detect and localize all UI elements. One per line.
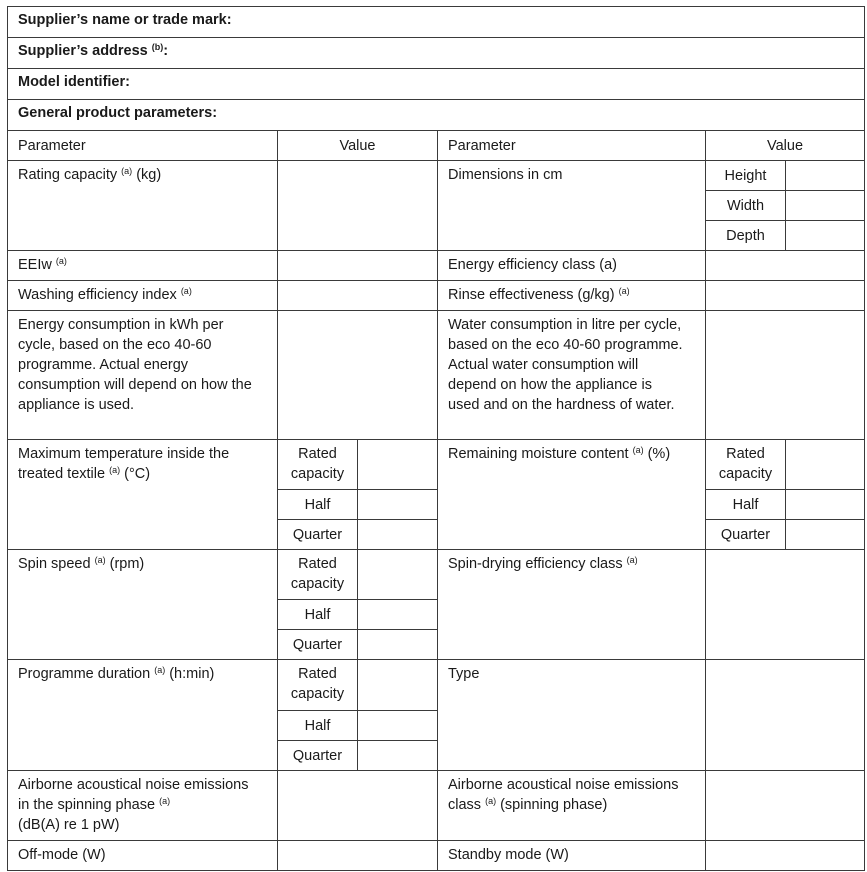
general-parameters-label: General product parameters: [18, 105, 218, 121]
general-parameters-row [8, 100, 865, 131]
max-temperature-text: Maximum temperature inside the treated textile [18, 446, 230, 482]
supplier-address-label: Supplier’s address [18, 43, 148, 59]
max-temp-rated-value [358, 440, 438, 490]
off-mode-label: Off-mode (W) [8, 841, 278, 871]
duration-half-label: Half [278, 711, 358, 741]
programme-duration-unit: (h:min) [165, 666, 215, 682]
model-identifier-row [8, 69, 865, 100]
rinse-effectiveness-text: Rinse effectiveness (g/kg) [448, 287, 615, 303]
water-consumption-label: Water consumption in litre per cycle, based on the eco 40-60 programme. Actual water consumption will depend on how the appliance is used and on the hardness of water. [438, 311, 706, 440]
duration-rated-label: Rated capacity [278, 660, 358, 711]
spin-half-value [358, 600, 438, 630]
moisture-rated-label: Rated capacity [706, 440, 786, 490]
footnote-a: (a) [180, 286, 192, 296]
max-temperature-label [8, 440, 278, 550]
spin-speed-label [8, 550, 278, 660]
programme-duration-text: Programme duration [18, 666, 151, 682]
eeiw-text: EEIw [18, 257, 52, 273]
water-consumption-value [706, 311, 865, 440]
eeiw-label [8, 251, 278, 281]
spin-speed-text: Spin speed [18, 556, 91, 572]
dimension-height-label: Height [706, 161, 786, 191]
spin-quarter-label: Quarter [278, 630, 358, 660]
spin-quarter-value [358, 630, 438, 660]
washing-efficiency-label [8, 281, 278, 311]
footnote-a: (a) [626, 555, 638, 565]
max-temp-rated-label: Rated capacity [278, 440, 358, 490]
rating-capacity-value [278, 161, 438, 251]
max-temperature-unit: (°C) [120, 466, 151, 482]
energy-class-label: Energy efficiency class (a) [438, 251, 706, 281]
col-parameter-left: Parameter [8, 131, 278, 161]
footnote-a: (a) [55, 256, 67, 266]
footnote-a: (a) [632, 445, 644, 455]
type-value [706, 660, 865, 771]
spin-drying-class-label [438, 550, 706, 660]
energy-consumption-label: Energy consumption in kWh per cycle, based on the eco 40-60 programme. Actual energy consumption will depend on how the appliance is used. [8, 311, 278, 440]
product-information-sheet [7, 6, 865, 871]
supplier-address-colon: : [163, 43, 169, 59]
max-temp-half-value [358, 490, 438, 520]
energy-class-value [706, 251, 865, 281]
noise-class-text: Airborne acoustical noise emissions class [448, 777, 679, 813]
footnote-b: (b) [151, 42, 164, 52]
rating-capacity-label [8, 161, 278, 251]
supplier-address-row [8, 38, 865, 69]
spin-half-label: Half [278, 600, 358, 630]
eeiw-value [278, 251, 438, 281]
footnote-a: (a) [159, 796, 171, 806]
footnote-a: (a) [94, 555, 106, 565]
supplier-name-row [8, 7, 865, 38]
moisture-quarter-label: Quarter [706, 520, 786, 550]
duration-rated-value [358, 660, 438, 711]
moisture-quarter-value [786, 520, 865, 550]
footnote-a: (a) [154, 665, 166, 675]
washing-efficiency-text: Washing efficiency index [18, 287, 177, 303]
remaining-moisture-text: Remaining moisture content [448, 446, 629, 462]
dimension-width-label: Width [706, 191, 786, 221]
spin-rated-value [358, 550, 438, 600]
footnote-a: (a) [109, 465, 121, 475]
rating-capacity-text: Rating capacity [18, 167, 118, 183]
moisture-half-value [786, 490, 865, 520]
moisture-half-label: Half [706, 490, 786, 520]
noise-emissions-unit: (dB(A) re 1 pW) [18, 817, 120, 833]
duration-half-value [358, 711, 438, 741]
programme-duration-label [8, 660, 278, 771]
noise-emissions-text: Airborne acoustical noise emissions in the spinning phase [18, 777, 249, 813]
dimension-depth-label: Depth [706, 221, 786, 251]
max-temp-quarter-value [358, 520, 438, 550]
max-temp-quarter-label: Quarter [278, 520, 358, 550]
duration-quarter-value [358, 741, 438, 771]
footnote-a: (a) [485, 796, 497, 806]
footnote-a: (a) [618, 286, 630, 296]
rinse-effectiveness-label [438, 281, 706, 311]
spin-rated-label: Rated capacity [278, 550, 358, 600]
type-label: Type [438, 660, 706, 771]
spin-drying-class-value [706, 550, 865, 660]
standby-mode-value [706, 841, 865, 871]
spin-speed-unit: (rpm) [105, 556, 145, 572]
spin-drying-class-text: Spin-drying efficiency class [448, 556, 623, 572]
rating-capacity-unit: (kg) [132, 167, 162, 183]
dimension-height-value [786, 161, 865, 191]
noise-class-value [706, 771, 865, 841]
washing-efficiency-value [278, 281, 438, 311]
noise-emissions-value [278, 771, 438, 841]
off-mode-value [278, 841, 438, 871]
energy-consumption-value [278, 311, 438, 440]
footnote-a: (a) [121, 166, 133, 176]
remaining-moisture-unit: (%) [643, 446, 671, 462]
model-identifier-label: Model identifier: [18, 74, 130, 90]
col-parameter-right: Parameter [438, 131, 706, 161]
duration-quarter-label: Quarter [278, 741, 358, 771]
noise-class-unit: (spinning phase) [496, 797, 608, 813]
noise-class-label [438, 771, 706, 841]
parameters-table [7, 6, 865, 871]
moisture-rated-value [786, 440, 865, 490]
max-temp-half-label: Half [278, 490, 358, 520]
rinse-effectiveness-value [706, 281, 865, 311]
col-value-right: Value [706, 131, 865, 161]
dimensions-label: Dimensions in cm [438, 161, 706, 251]
dimension-depth-value [786, 221, 865, 251]
dimension-width-value [786, 191, 865, 221]
col-value-left: Value [278, 131, 438, 161]
noise-emissions-label [8, 771, 278, 841]
standby-mode-label: Standby mode (W) [438, 841, 706, 871]
remaining-moisture-label [438, 440, 706, 550]
supplier-name-label: Supplier’s name or trade mark: [18, 12, 232, 28]
